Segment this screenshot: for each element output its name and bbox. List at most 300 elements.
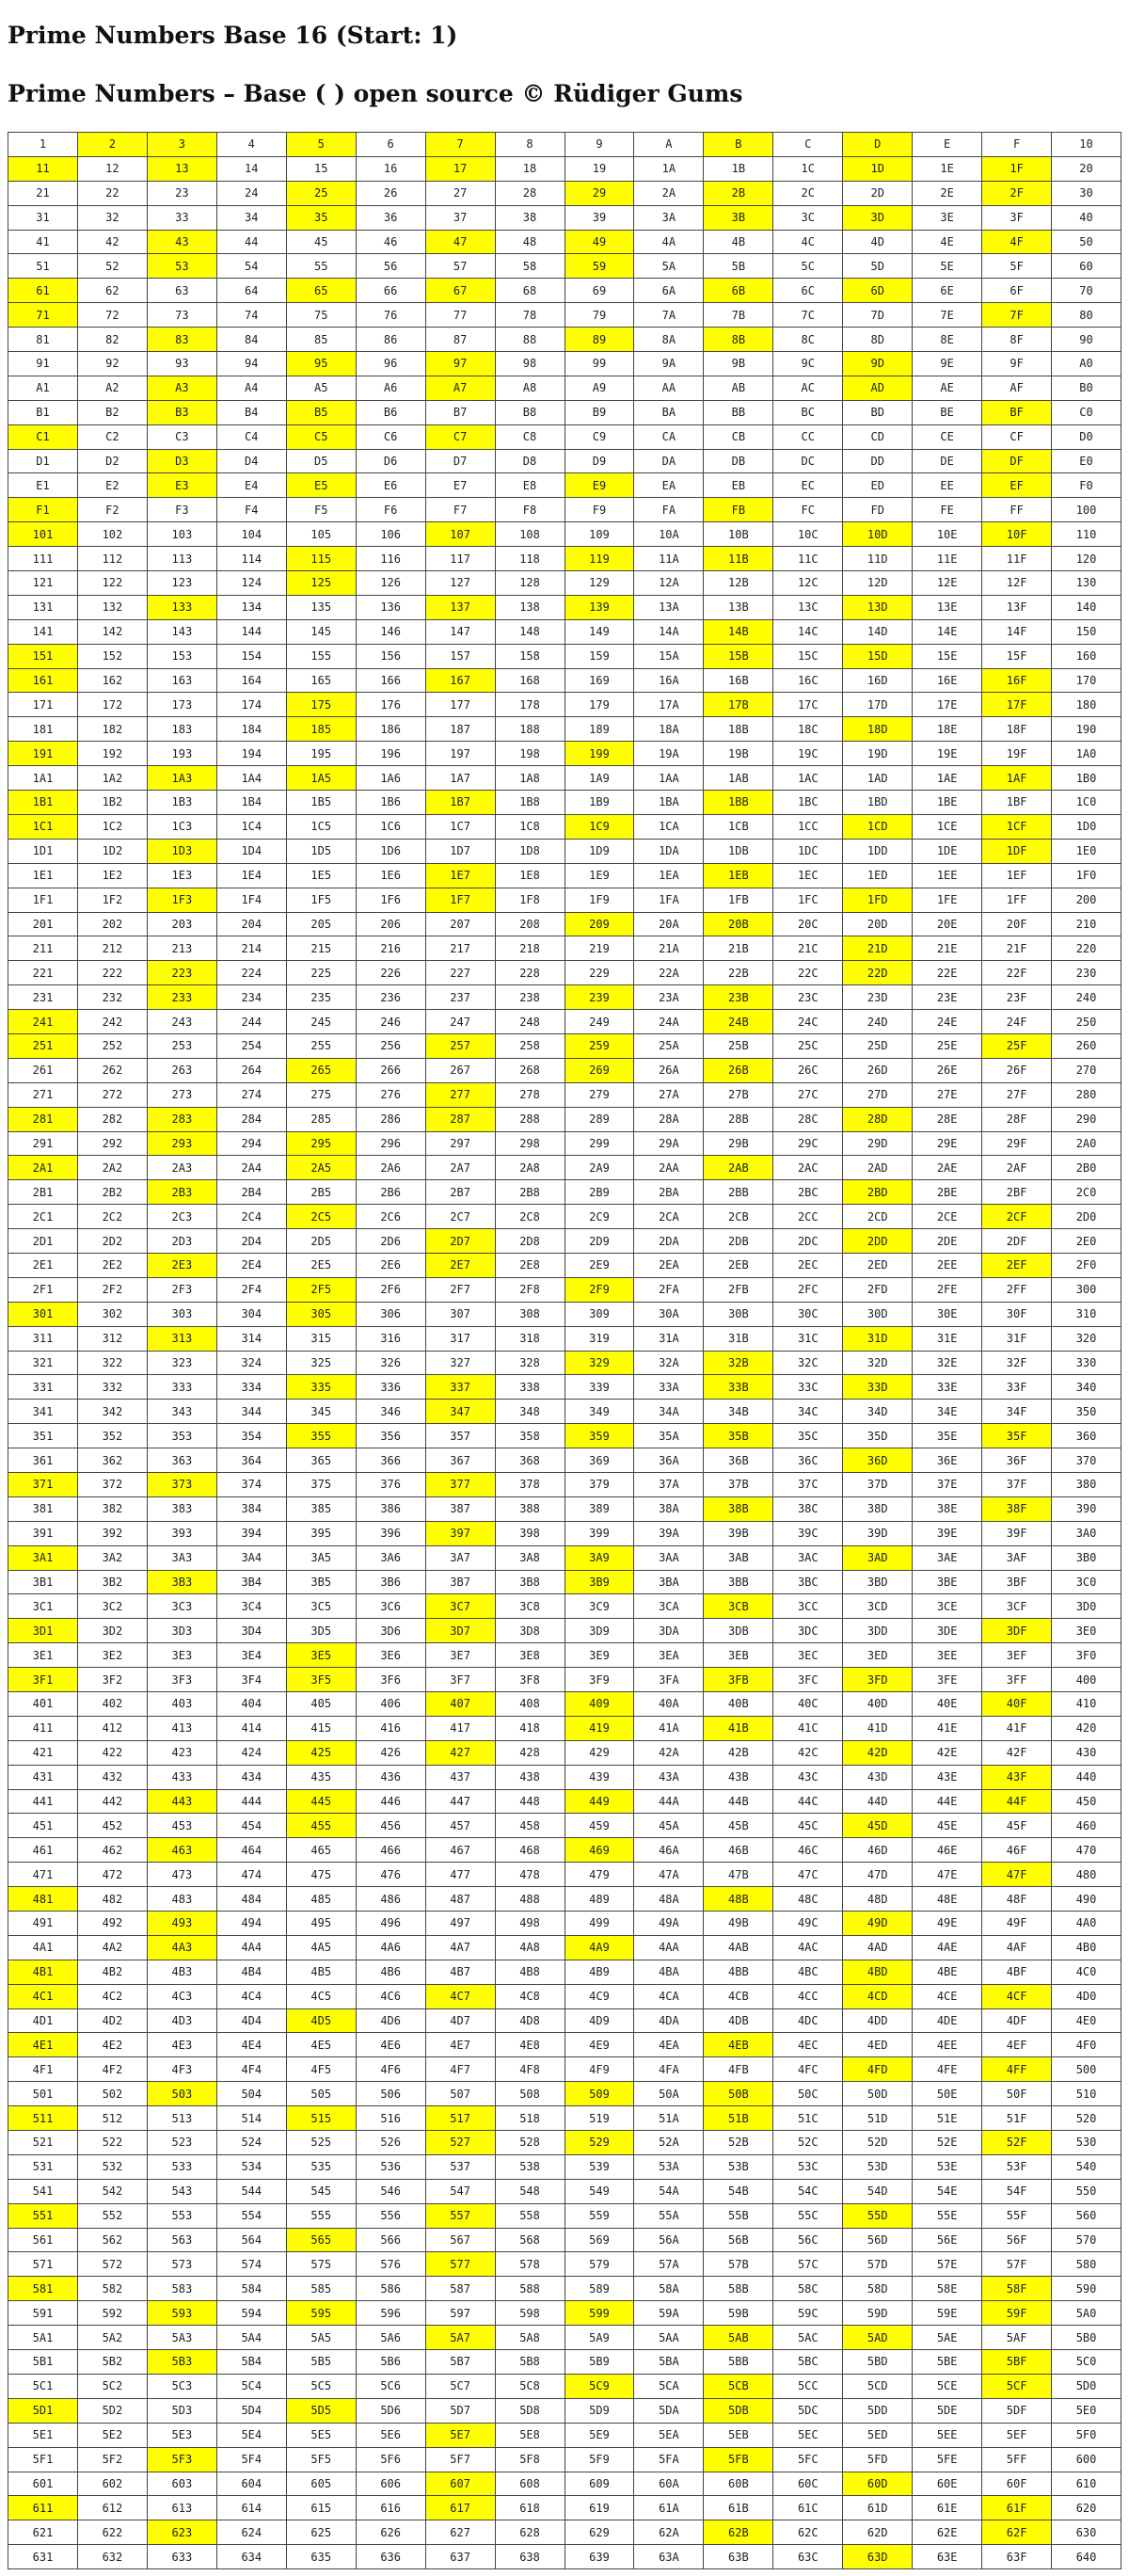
- number-cell: 2CD: [843, 1205, 913, 1229]
- number-cell: 41B: [704, 1716, 773, 1740]
- number-cell: 5BD: [843, 2350, 913, 2375]
- number-cell: 77: [425, 303, 495, 328]
- grid-row: [8, 1058, 1121, 1082]
- number-cell: 108: [495, 522, 564, 547]
- number-cell: 253: [147, 1033, 216, 1058]
- number-cell: 2BA: [634, 1180, 704, 1205]
- number-cell: ED: [843, 473, 913, 498]
- number-cell: 2CA: [634, 1205, 704, 1229]
- number-cell: 1B4: [216, 791, 286, 815]
- number-cell: 225: [286, 961, 356, 985]
- number-cell: 33: [147, 205, 216, 230]
- grid-row: [8, 2082, 1121, 2106]
- number-cell: 550: [1052, 2179, 1121, 2203]
- number-cell: 508: [495, 2082, 564, 2106]
- number-cell: 308: [495, 1302, 564, 1326]
- grid-row: [8, 1960, 1121, 1984]
- number-cell: 22D: [843, 961, 913, 985]
- number-cell: 3B6: [356, 1570, 425, 1594]
- number-cell: 365: [286, 1448, 356, 1473]
- number-cell: 5E3: [147, 2423, 216, 2447]
- number-cell: 585: [286, 2277, 356, 2301]
- number-cell: D1: [8, 449, 78, 473]
- number-cell: 2D8: [495, 1229, 564, 1254]
- grid-row: [8, 2350, 1121, 2375]
- number-cell: 436: [356, 1765, 425, 1789]
- grid-row: [8, 303, 1121, 328]
- number-cell: 3A7: [425, 1545, 495, 1570]
- grid-row: [8, 2154, 1121, 2179]
- number-cell: 49D: [843, 1912, 913, 1936]
- number-cell: 4DB: [704, 2008, 773, 2033]
- number-cell: 1AD: [843, 766, 913, 791]
- number-cell: 527: [425, 2131, 495, 2155]
- number-cell: 595: [286, 2301, 356, 2326]
- number-cell: 1C1: [8, 814, 78, 839]
- number-cell: 5CA: [634, 2374, 704, 2398]
- number-cell: 5AA: [634, 2326, 704, 2350]
- number-cell: A: [634, 133, 704, 157]
- number-cell: 150: [1052, 619, 1121, 644]
- number-cell: 501: [8, 2082, 78, 2106]
- number-cell: 2E3: [147, 1253, 216, 1277]
- number-cell: 4EA: [634, 2033, 704, 2057]
- number-cell: 45D: [843, 1814, 913, 1838]
- grid-row: [8, 1010, 1121, 1034]
- number-cell: 4CD: [843, 1984, 913, 2008]
- number-cell: 47E: [913, 1863, 982, 1887]
- number-cell: 4AC: [773, 1935, 843, 1960]
- grid-row: [8, 1253, 1121, 1277]
- number-cell: 38D: [843, 1496, 913, 1521]
- number-cell: 239: [564, 985, 634, 1010]
- number-cell: 2C9: [564, 1205, 634, 1229]
- number-cell: FF: [982, 498, 1052, 522]
- number-cell: 28: [495, 181, 564, 205]
- number-cell: 5F1: [8, 2447, 78, 2472]
- number-cell: 59F: [982, 2301, 1052, 2326]
- number-cell: 3AD: [843, 1545, 913, 1570]
- number-cell: 212: [77, 936, 147, 961]
- number-cell: 3CB: [704, 1594, 773, 1619]
- number-cell: 1EF: [982, 863, 1052, 888]
- number-cell: 5FB: [704, 2447, 773, 2472]
- number-cell: 5F2: [77, 2447, 147, 2472]
- number-cell: 530: [1052, 2131, 1121, 2155]
- number-cell: 1D5: [286, 839, 356, 863]
- number-cell: 189: [564, 717, 634, 742]
- number-cell: 3F2: [77, 1668, 147, 1692]
- number-cell: 445: [286, 1789, 356, 1814]
- grid-row: [8, 912, 1121, 936]
- number-cell: 467: [425, 1838, 495, 1863]
- number-cell: 629: [564, 2520, 634, 2545]
- number-cell: 47B: [704, 1863, 773, 1887]
- number-cell: 5F: [982, 254, 1052, 279]
- number-cell: 17E: [913, 693, 982, 717]
- number-cell: 13E: [913, 595, 982, 619]
- number-cell: 358: [495, 1424, 564, 1448]
- number-cell: 293: [147, 1131, 216, 1156]
- number-cell: 310: [1052, 1302, 1121, 1326]
- page-subtitle: Prime Numbers – Base ( ) open source © Rüdiger Gums: [8, 80, 743, 107]
- number-cell: 84: [216, 328, 286, 352]
- number-cell: 566: [356, 2228, 425, 2252]
- number-cell: 23E: [913, 985, 982, 1010]
- number-cell: 210: [1052, 912, 1121, 936]
- number-cell: 548: [495, 2179, 564, 2203]
- number-cell: 2A6: [356, 1156, 425, 1180]
- number-cell: 394: [216, 1521, 286, 1545]
- number-cell: 457: [425, 1814, 495, 1838]
- number-cell: 15C: [773, 644, 843, 668]
- number-cell: 203: [147, 912, 216, 936]
- number-cell: 396: [356, 1521, 425, 1545]
- number-cell: 5DD: [843, 2398, 913, 2423]
- number-cell: 215: [286, 936, 356, 961]
- number-cell: 17B: [704, 693, 773, 717]
- number-cell: 2C3: [147, 1205, 216, 1229]
- number-cell: 504: [216, 2082, 286, 2106]
- number-cell: 2B3: [147, 1180, 216, 1205]
- number-cell: 287: [425, 1107, 495, 1131]
- grid-row: [8, 2545, 1121, 2569]
- number-cell: 552: [77, 2203, 147, 2228]
- number-cell: 3DF: [982, 1619, 1052, 1643]
- number-cell: D5: [286, 449, 356, 473]
- grid-row: [8, 2179, 1121, 2203]
- number-cell: 221: [8, 961, 78, 985]
- number-cell: 205: [286, 912, 356, 936]
- number-cell: 1FE: [913, 888, 982, 912]
- number-cell: 7E: [913, 303, 982, 328]
- number-cell: 10D: [843, 522, 913, 547]
- number-cell: 41C: [773, 1716, 843, 1740]
- number-cell: 25F: [982, 1033, 1052, 1058]
- number-cell: 560: [1052, 2203, 1121, 2228]
- number-cell: 499: [564, 1912, 634, 1936]
- number-cell: 83: [147, 328, 216, 352]
- number-cell: 76: [356, 303, 425, 328]
- number-cell: 311: [8, 1326, 78, 1351]
- number-cell: 5EB: [704, 2423, 773, 2447]
- number-cell: 575: [286, 2252, 356, 2277]
- number-cell: 50D: [843, 2082, 913, 2106]
- number-cell: 110: [1052, 522, 1121, 547]
- number-cell: 538: [495, 2154, 564, 2179]
- number-cell: 1EE: [913, 863, 982, 888]
- number-cell: 352: [77, 1424, 147, 1448]
- number-cell: A2: [77, 376, 147, 400]
- number-cell: 5F6: [356, 2447, 425, 2472]
- number-cell: 480: [1052, 1863, 1121, 1887]
- number-cell: 329: [564, 1351, 634, 1375]
- number-cell: 1DA: [634, 839, 704, 863]
- number-cell: 4B9: [564, 1960, 634, 1984]
- number-cell: 9D: [843, 352, 913, 376]
- number-cell: 58C: [773, 2277, 843, 2301]
- number-cell: 39D: [843, 1521, 913, 1545]
- number-cell: 5B1: [8, 2350, 78, 2375]
- number-cell: 463: [147, 1838, 216, 1863]
- number-cell: 130: [1052, 571, 1121, 596]
- number-cell: 58F: [982, 2277, 1052, 2301]
- number-cell: 4CF: [982, 1984, 1052, 2008]
- number-cell: 60C: [773, 2472, 843, 2496]
- number-cell: 1B7: [425, 791, 495, 815]
- number-cell: 5AF: [982, 2326, 1052, 2350]
- number-cell: DE: [913, 449, 982, 473]
- number-cell: 33E: [913, 1375, 982, 1400]
- number-cell: 3FA: [634, 1668, 704, 1692]
- number-cell: 5BA: [634, 2350, 704, 2375]
- number-cell: 99: [564, 352, 634, 376]
- number-cell: 24B: [704, 1010, 773, 1034]
- grid-row: [8, 156, 1121, 181]
- number-cell: 3B9: [564, 1570, 634, 1594]
- number-cell: 1A7: [425, 766, 495, 791]
- number-cell: 3C6: [356, 1594, 425, 1619]
- number-cell: 290: [1052, 1107, 1121, 1131]
- number-cell: 337: [425, 1375, 495, 1400]
- number-cell: 626: [356, 2520, 425, 2545]
- number-cell: 612: [77, 2496, 147, 2520]
- number-cell: 590: [1052, 2277, 1121, 2301]
- number-cell: 159: [564, 644, 634, 668]
- number-cell: 4F2: [77, 2057, 147, 2082]
- number-cell: 245: [286, 1010, 356, 1034]
- number-cell: 3BF: [982, 1570, 1052, 1594]
- number-cell: 5DC: [773, 2398, 843, 2423]
- number-cell: 3A9: [564, 1545, 634, 1570]
- number-cell: 3D4: [216, 1619, 286, 1643]
- number-cell: 48D: [843, 1887, 913, 1912]
- number-cell: 1D6: [356, 839, 425, 863]
- number-cell: 88: [495, 328, 564, 352]
- number-cell: 15: [286, 156, 356, 181]
- number-cell: 51: [8, 254, 78, 279]
- number-cell: 4D7: [425, 2008, 495, 2033]
- number-cell: 32F: [982, 1351, 1052, 1375]
- number-cell: 1E2: [77, 863, 147, 888]
- number-cell: E: [913, 133, 982, 157]
- number-cell: 34D: [843, 1400, 913, 1424]
- grid-row: [8, 1131, 1121, 1156]
- number-cell: 49B: [704, 1912, 773, 1936]
- grid-row: [8, 668, 1121, 693]
- number-cell: 2D2: [77, 1229, 147, 1254]
- grid-row: [8, 1570, 1121, 1594]
- number-cell: 3E2: [77, 1643, 147, 1668]
- number-cell: 4C6: [356, 1984, 425, 2008]
- number-cell: 4EE: [913, 2033, 982, 2057]
- grid-row: [8, 181, 1121, 205]
- number-cell: 171: [8, 693, 78, 717]
- grid-row: [8, 1400, 1121, 1424]
- number-cell: 4ED: [843, 2033, 913, 2057]
- number-cell: 537: [425, 2154, 495, 2179]
- number-cell: 3E5: [286, 1643, 356, 1668]
- number-cell: E0: [1052, 449, 1121, 473]
- number-cell: 4D1: [8, 2008, 78, 2033]
- number-cell: 536: [356, 2154, 425, 2179]
- number-cell: 213: [147, 936, 216, 961]
- number-cell: 247: [425, 1010, 495, 1034]
- grid-row: [8, 863, 1121, 888]
- number-cell: 618: [495, 2496, 564, 2520]
- number-cell: 373: [147, 1472, 216, 1496]
- number-cell: 569: [564, 2228, 634, 2252]
- number-cell: 5E1: [8, 2423, 78, 2447]
- number-cell: 273: [147, 1082, 216, 1107]
- number-cell: 2F0: [1052, 1253, 1121, 1277]
- number-cell: 33B: [704, 1375, 773, 1400]
- number-cell: 330: [1052, 1351, 1121, 1375]
- number-cell: 63A: [634, 2545, 704, 2569]
- number-cell: 598: [495, 2301, 564, 2326]
- number-cell: 47A: [634, 1863, 704, 1887]
- grid-row: [8, 2033, 1121, 2057]
- number-cell: 5E6: [356, 2423, 425, 2447]
- number-cell: 29E: [913, 1131, 982, 1156]
- number-cell: 16: [356, 156, 425, 181]
- number-cell: 5D2: [77, 2398, 147, 2423]
- number-cell: 5C2: [77, 2374, 147, 2398]
- number-cell: 5AD: [843, 2326, 913, 2350]
- number-cell: 4A7: [425, 1935, 495, 1960]
- number-cell: 3E6: [356, 1643, 425, 1668]
- number-cell: 3C7: [425, 1594, 495, 1619]
- number-cell: 9E: [913, 352, 982, 376]
- number-cell: 6C: [773, 279, 843, 303]
- number-cell: 292: [77, 1131, 147, 1156]
- number-cell: 26A: [634, 1058, 704, 1082]
- number-cell: 49F: [982, 1912, 1052, 1936]
- number-cell: 2AD: [843, 1156, 913, 1180]
- number-cell: 31E: [913, 1326, 982, 1351]
- number-cell: 4A1: [8, 1935, 78, 1960]
- number-cell: 1EA: [634, 863, 704, 888]
- number-cell: 379: [564, 1472, 634, 1496]
- number-cell: 22F: [982, 961, 1052, 985]
- number-cell: 6F: [982, 279, 1052, 303]
- number-cell: 51D: [843, 2106, 913, 2131]
- number-cell: 639: [564, 2545, 634, 2569]
- number-cell: 229: [564, 961, 634, 985]
- number-cell: 415: [286, 1716, 356, 1740]
- number-cell: 455: [286, 1814, 356, 1838]
- number-cell: 2A8: [495, 1156, 564, 1180]
- number-cell: 3D5: [286, 1619, 356, 1643]
- number-cell: 476: [356, 1863, 425, 1887]
- number-cell: 2A2: [77, 1156, 147, 1180]
- number-cell: 45B: [704, 1814, 773, 1838]
- number-cell: 58D: [843, 2277, 913, 2301]
- number-cell: 22E: [913, 961, 982, 985]
- number-cell: 380: [1052, 1472, 1121, 1496]
- number-cell: 24F: [982, 1010, 1052, 1034]
- number-cell: 361: [8, 1448, 78, 1473]
- number-cell: 512: [77, 2106, 147, 2131]
- number-cell: 3ED: [843, 1643, 913, 1668]
- number-cell: D3: [147, 449, 216, 473]
- number-cell: 387: [425, 1496, 495, 1521]
- number-cell: 202: [77, 912, 147, 936]
- number-cell: 62C: [773, 2520, 843, 2545]
- number-cell: 597: [425, 2301, 495, 2326]
- number-cell: 16D: [843, 668, 913, 693]
- number-cell: 131: [8, 595, 78, 619]
- number-cell: 567: [425, 2228, 495, 2252]
- grid-row: [8, 2106, 1121, 2131]
- number-cell: 374: [216, 1472, 286, 1496]
- number-cell: 214: [216, 936, 286, 961]
- number-cell: 47: [425, 230, 495, 254]
- number-cell: 1DF: [982, 839, 1052, 863]
- number-cell: 266: [356, 1058, 425, 1082]
- number-cell: 2D4: [216, 1229, 286, 1254]
- number-cell: 142: [77, 619, 147, 644]
- number-cell: 327: [425, 1351, 495, 1375]
- number-cell: E8: [495, 473, 564, 498]
- number-cell: 45C: [773, 1814, 843, 1838]
- number-cell: 207: [425, 912, 495, 936]
- number-cell: 235: [286, 985, 356, 1010]
- number-cell: 5CF: [982, 2374, 1052, 2398]
- number-cell: 31D: [843, 1326, 913, 1351]
- number-cell: 6D: [843, 279, 913, 303]
- number-cell: 206: [356, 912, 425, 936]
- number-cell: 4E1: [8, 2033, 78, 2057]
- number-cell: 48C: [773, 1887, 843, 1912]
- number-cell: 59A: [634, 2301, 704, 2326]
- number-cell: 7D: [843, 303, 913, 328]
- grid-row: [8, 498, 1121, 522]
- number-cell: DF: [982, 449, 1052, 473]
- number-cell: 4B7: [425, 1960, 495, 1984]
- number-cell: 283: [147, 1107, 216, 1131]
- number-cell: 26: [356, 181, 425, 205]
- number-cell: B8: [495, 400, 564, 424]
- number-cell: 140: [1052, 595, 1121, 619]
- number-cell: 259: [564, 1033, 634, 1058]
- number-cell: 449: [564, 1789, 634, 1814]
- number-cell: 4BF: [982, 1960, 1052, 1984]
- number-cell: 2BF: [982, 1180, 1052, 1205]
- number-cell: 2C6: [356, 1205, 425, 1229]
- number-cell: 24: [216, 181, 286, 205]
- number-cell: 4BC: [773, 1960, 843, 1984]
- number-cell: 5D5: [286, 2398, 356, 2423]
- number-cell: 343: [147, 1400, 216, 1424]
- number-cell: 5D4: [216, 2398, 286, 2423]
- number-cell: 4B: [704, 230, 773, 254]
- number-cell: 33C: [773, 1375, 843, 1400]
- number-cell: 587: [425, 2277, 495, 2301]
- number-cell: 5FC: [773, 2447, 843, 2472]
- number-cell: 18D: [843, 717, 913, 742]
- number-cell: 188: [495, 717, 564, 742]
- number-cell: 526: [356, 2131, 425, 2155]
- number-cell: 102: [77, 522, 147, 547]
- number-cell: A3: [147, 376, 216, 400]
- number-cell: 5C7: [425, 2374, 495, 2398]
- number-cell: 62D: [843, 2520, 913, 2545]
- number-cell: 44A: [634, 1789, 704, 1814]
- number-cell: 8: [495, 133, 564, 157]
- grid-row: [8, 1424, 1121, 1448]
- number-cell: 164: [216, 668, 286, 693]
